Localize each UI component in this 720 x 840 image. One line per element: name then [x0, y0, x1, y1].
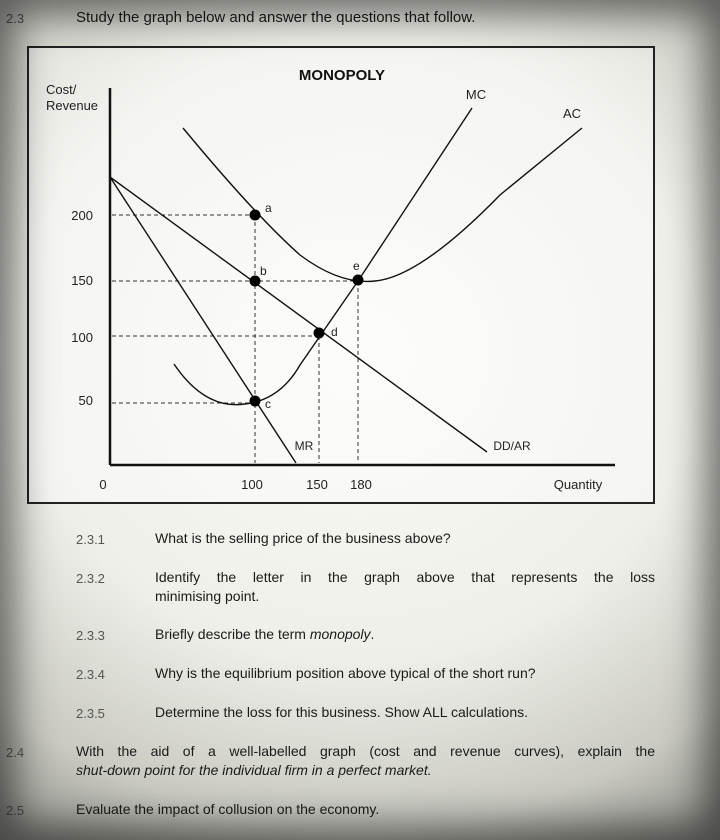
x-tick-180: 180 [350, 477, 372, 492]
y-axis-label-1: Cost/ [46, 82, 77, 97]
y-axis-label-2: Revenue [46, 98, 99, 113]
y-tick-200: 200 [71, 208, 93, 223]
question-text-2-4: With the aid of a well-labelled graph (cost and revenue curves), explain the [76, 743, 655, 759]
sub-question-text: Determine the loss for this business. Show ALL calculations. [155, 704, 529, 720]
sub-question-text [155, 626, 374, 642]
text-pre: Briefly describe the term [155, 626, 310, 642]
ar-curve [110, 177, 487, 452]
sub-question-number: 2.3.4 [76, 667, 105, 682]
y-tick-150: 150 [71, 273, 93, 288]
point-c [250, 396, 261, 407]
mr-curve [110, 177, 296, 463]
point-a-label: a [265, 201, 272, 215]
point-e [353, 275, 364, 286]
term-monopoly: monopoly [309, 626, 371, 642]
question-text-2-3: Study the graph below and answer the questions that follow. [76, 9, 476, 26]
sub-question-text: What is the selling price of the business above? [155, 530, 451, 546]
ar-label: DD/AR [493, 439, 531, 453]
point-c-label: c [265, 397, 271, 411]
question-number-2-4: 2.4 [6, 745, 25, 760]
point-b [250, 276, 261, 287]
text-post: . [370, 626, 375, 642]
sub-question-number: 2.3.5 [76, 706, 105, 721]
mr-label: MR [294, 439, 314, 453]
origin-label: 0 [99, 477, 107, 492]
point-d-label: d [331, 325, 338, 339]
question-text-2-4-cont: shut-down point for the individual firm in a perfect market. [76, 762, 432, 778]
ac-label: AC [562, 106, 582, 121]
question-text-2-5: Evaluate the impact of collusion on the economy. [76, 801, 380, 817]
sub-question-text: Identify the letter in the graph above that represents the loss [155, 569, 655, 585]
mc-label: MC [465, 87, 487, 102]
ac-curve [183, 128, 582, 281]
y-tick-100: 100 [71, 330, 93, 345]
point-a [250, 210, 261, 221]
sub-question-number: 2.3.3 [76, 628, 105, 643]
x-tick-100: 100 [241, 477, 263, 492]
point-d [314, 328, 325, 339]
question-number-2-5: 2.5 [6, 803, 25, 818]
x-tick-150: 150 [306, 477, 328, 492]
sub-question-text: Why is the equilibrium position above typical of the short run? [155, 665, 536, 681]
question-number-2-3: 2.3 [6, 11, 25, 26]
sub-question-number: 2.3.2 [76, 571, 105, 586]
point-b-label: b [260, 264, 267, 278]
sub-question-number: 2.3.1 [76, 532, 105, 547]
chart-title: MONOPOLY [298, 67, 386, 84]
y-tick-50: 50 [78, 393, 93, 408]
sub-question-text-cont: minimising point. [155, 588, 260, 604]
point-e-label: e [353, 259, 360, 273]
x-axis-label: Quantity [553, 477, 603, 492]
